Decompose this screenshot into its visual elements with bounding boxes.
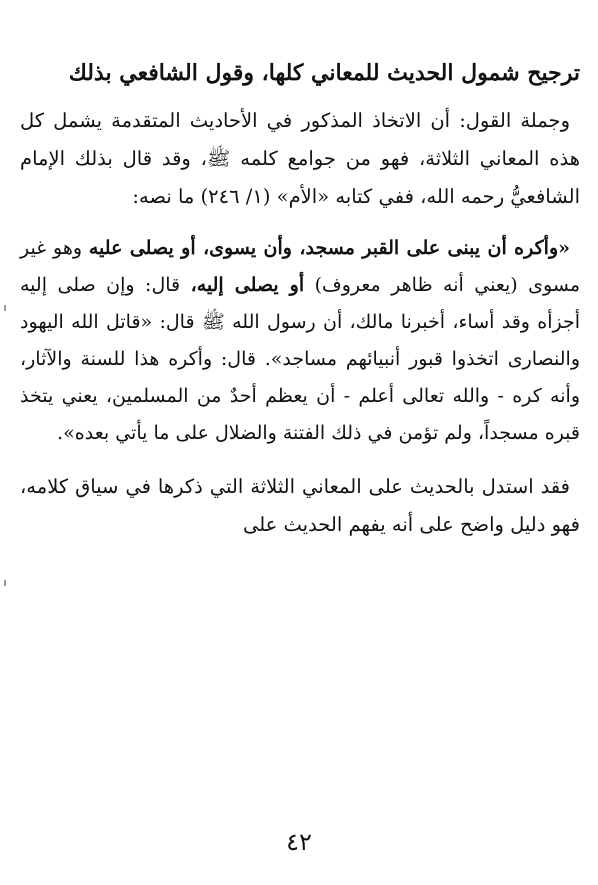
margin-mark [4, 305, 6, 311]
quote-bold-phrase: أو يصلى إليه، [190, 274, 305, 296]
page-number: ٤٢ [286, 828, 312, 856]
paragraph-shafii-quote [20, 230, 580, 452]
page-body [20, 50, 580, 544]
section-heading: ترجيح شمول الحديث للمعاني كلها، وقول الشافعي بذلك [68, 60, 580, 86]
margin-mark [4, 580, 6, 586]
paragraph-conclusion: فقد استدل بالحديث على المعاني الثلاثة التي ذكرها في سياق كلامه، فهو دليل واضح على أنه يفهم الحديث على [20, 475, 580, 536]
quote-continuation: قال: وإن صلى إليه أجزأه وقد أساء، أخبرنا مالك، أن رسول الله ﷺ قال: «قاتل الله اليهود والنصارى اتخذوا قبور أنبيائهم مساجد». قال: وأكره هذا للسنة والآثار، وأنه كره - والله تعالى أعلم - أن يعظم أحدٌ من المسلمين، يعني يتخذ قبره مسجداً، ولم تؤمن في ذلك الفتنة والضلال على ما يأتي بعده». [20, 274, 580, 444]
quote-bold-opening: «وأكره أن يبنى على القبر مسجد، وأن يسوى، أو يصلى عليه [88, 237, 570, 259]
quote-parenthetical: وهو غير مسوى (يعني أنه ظاهر معروف) [20, 237, 580, 296]
paragraph-summary: وجملة القول: أن الاتخاذ المذكور في الأحاديث المتقدمة يشمل كل هذه المعاني الثلاثة، فهو من جوامع كلمه ﷺ، وقد قال بذلك الإمام الشافعيُّ رحمه الله، ففي كتابه «الأم» (١/ ٢٤٦) ما نصه: [20, 109, 580, 208]
